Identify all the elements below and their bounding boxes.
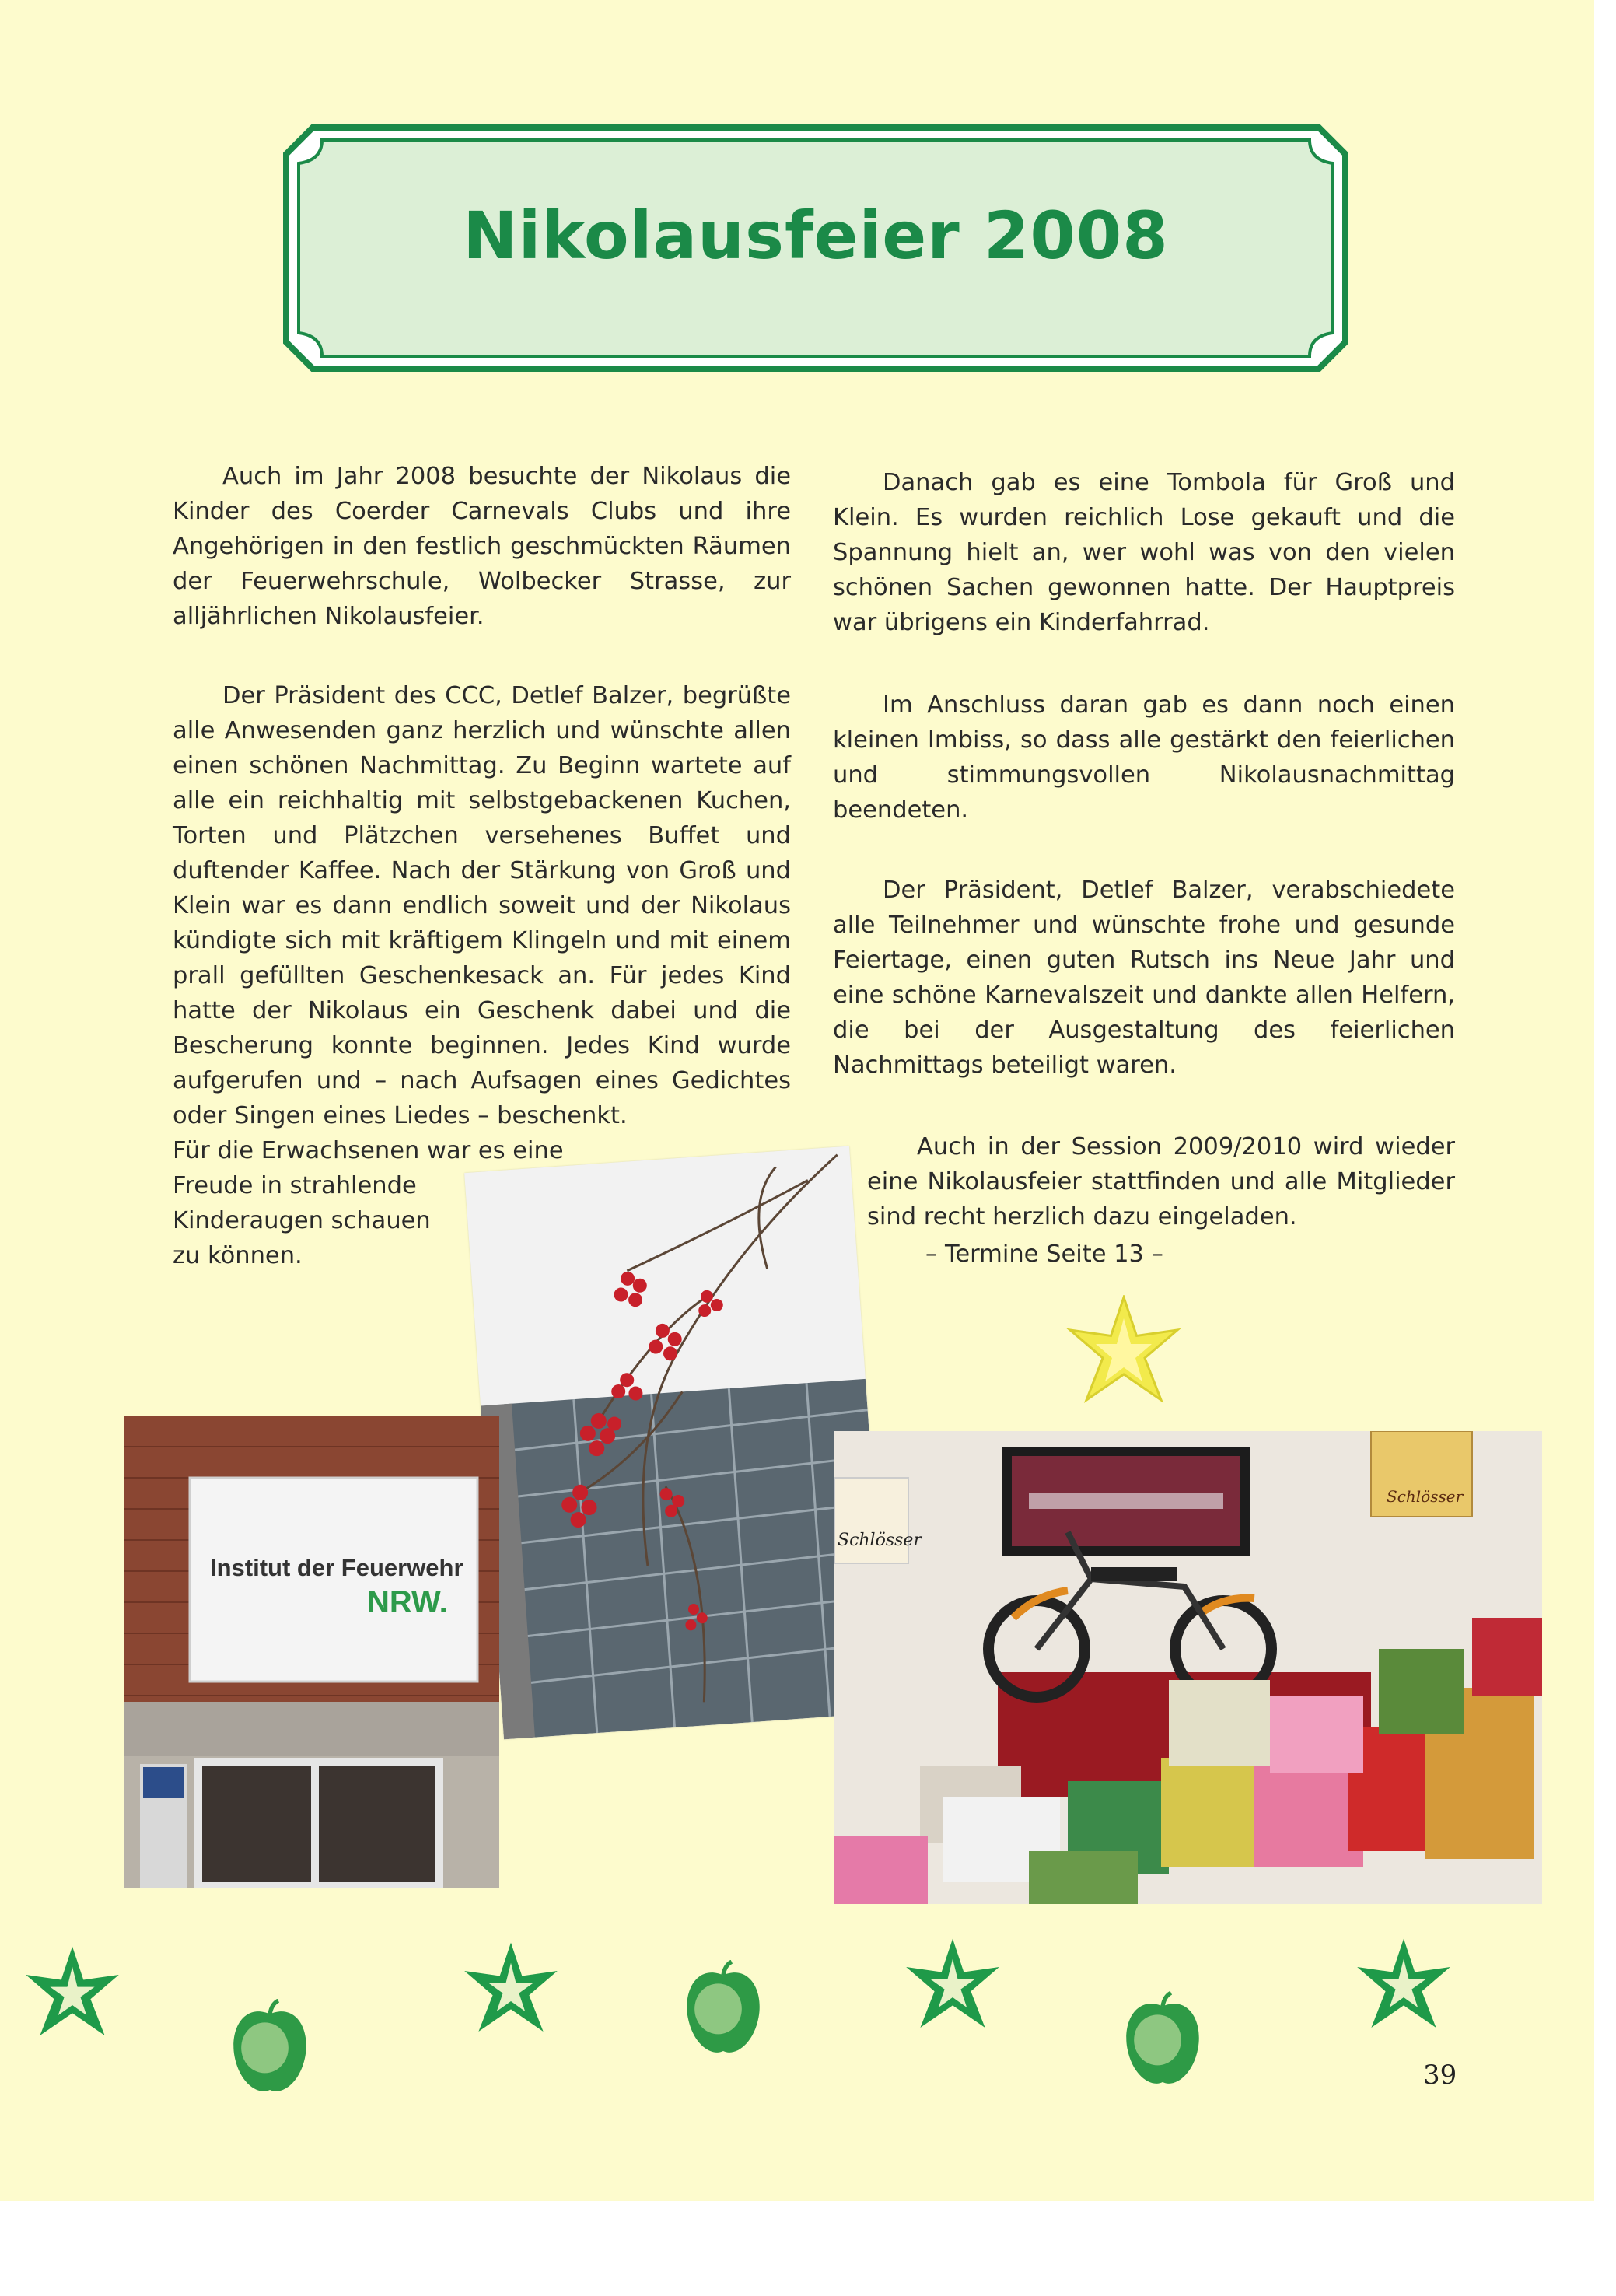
paragraph-imbiss: Im Anschluss daran gab es dann noch einen kleinen Imbiss, so dass alle gestärkt den feierlichen und stimmungsvollen Nikolausnachmittag beendeten. [833,691,1455,824]
title-banner [282,123,1350,373]
wrap-line-1: Für die Erwachsenen war es eine [173,1137,564,1164]
right-paragraph-3 [833,873,1455,1083]
left-paragraph-2 [173,678,791,1133]
feuerwehr-sign-text: Institut der Feuerwehr [210,1554,463,1581]
wrap-line-3: Kinderaugen schauen [173,1207,431,1234]
page-title: Nikolausfeier 2008 [463,198,1169,274]
paragraph-session: Auch in der Session 2009/2010 wird wieder eine Nikolausfeier stattfinden und alle Mitglieder sind recht herzlich dazu eingeladen. [867,1133,1455,1230]
green-apple-icon [680,1960,766,2061]
feuerwehr-sign-nrw: NRW. [367,1585,448,1619]
right-paragraph-2 [833,688,1455,828]
yellow-star-icon [1065,1295,1182,1412]
paragraph-praesident: Der Präsident des CCC, Detlef Balzer, begrüßte alle Anwesenden ganz herzlich und wünschte allen einen schönen Nachmittag. Zu Beginn wartete auf alle ein reichhaltig mit selbstgebackenen Kuchen, Torten und Plätzchen versehenes Buffet und duftender Kaffee. Nach der Stärkung von Groß und Klein war es dann endlich soweit und der Nikolaus kündigte sich mit kräftigem Klingeln und mit einem prall gefüllten Geschenkesack an. Für jedes Kind hatte der Nikolaus ein Geschenk dabei und die Bescherung konnte beginnen. Jedes Kind wurde aufgerufen und – nach Aufsagen eines Gedichtes oder Singen eines Liedes – beschenkt. [173,682,791,1129]
page-number: 39 [1423,2060,1457,2091]
left-paragraph-1 [173,459,791,634]
paragraph-abschied: Der Präsident, Detlef Balzer, verabschiedete alle Teilnehmer und wünschte frohe und gesunde Feiertage, einen guten Rutsch ins Neue Jahr und eine schöne Karnevalszeit und dankte allen Helfern, die bei der Ausgestaltung des feierlichen Nachmittags beteiligt waren. [833,877,1455,1079]
scan-bottom [0,2201,1616,2296]
wrap-line-4: zu können. [173,1242,303,1269]
paragraph-tombola: Danach gab es eine Tombola für Groß und Klein. Es wurden reichlich Lose gekauft und die Spannung hielt an, wer wohl was von den vielen schönen Sachen gewonnen hatte. Der Hauptpreis war übrigens ein Kinderfahrrad. [833,469,1455,636]
poster-right-text: Schlösser [1387,1487,1464,1506]
green-apple-icon [1120,1991,1205,2092]
right-paragraph-1 [833,465,1455,640]
berries-photo [464,1146,889,1740]
green-star-icon [22,1944,123,2046]
right-paragraph-4 [867,1129,1455,1234]
poster-left-text: Schlösser [838,1531,922,1550]
gifts-photo [834,1431,1542,1904]
termine-reference: – Termine Seite 13 – [925,1241,1163,1268]
green-star-icon [1353,1937,1454,2038]
scan-edge [1594,0,1616,2296]
green-star-icon [460,1941,561,2042]
paragraph-intro: Auch im Jahr 2008 besuchte der Nikolaus die Kinder des Coerder Carnevals Clubs und ihre Angehörigen in den festlich geschmückten Räumen der Feuerwehrschule, Wolbecker Strasse, zur alljährlichen Nikolausfeier. [173,463,791,630]
feuerwehr-photo [124,1416,499,1888]
wrap-line-2: Freude in strahlende [173,1172,417,1199]
green-star-icon [902,1937,1003,2038]
green-apple-icon [227,1999,313,2100]
